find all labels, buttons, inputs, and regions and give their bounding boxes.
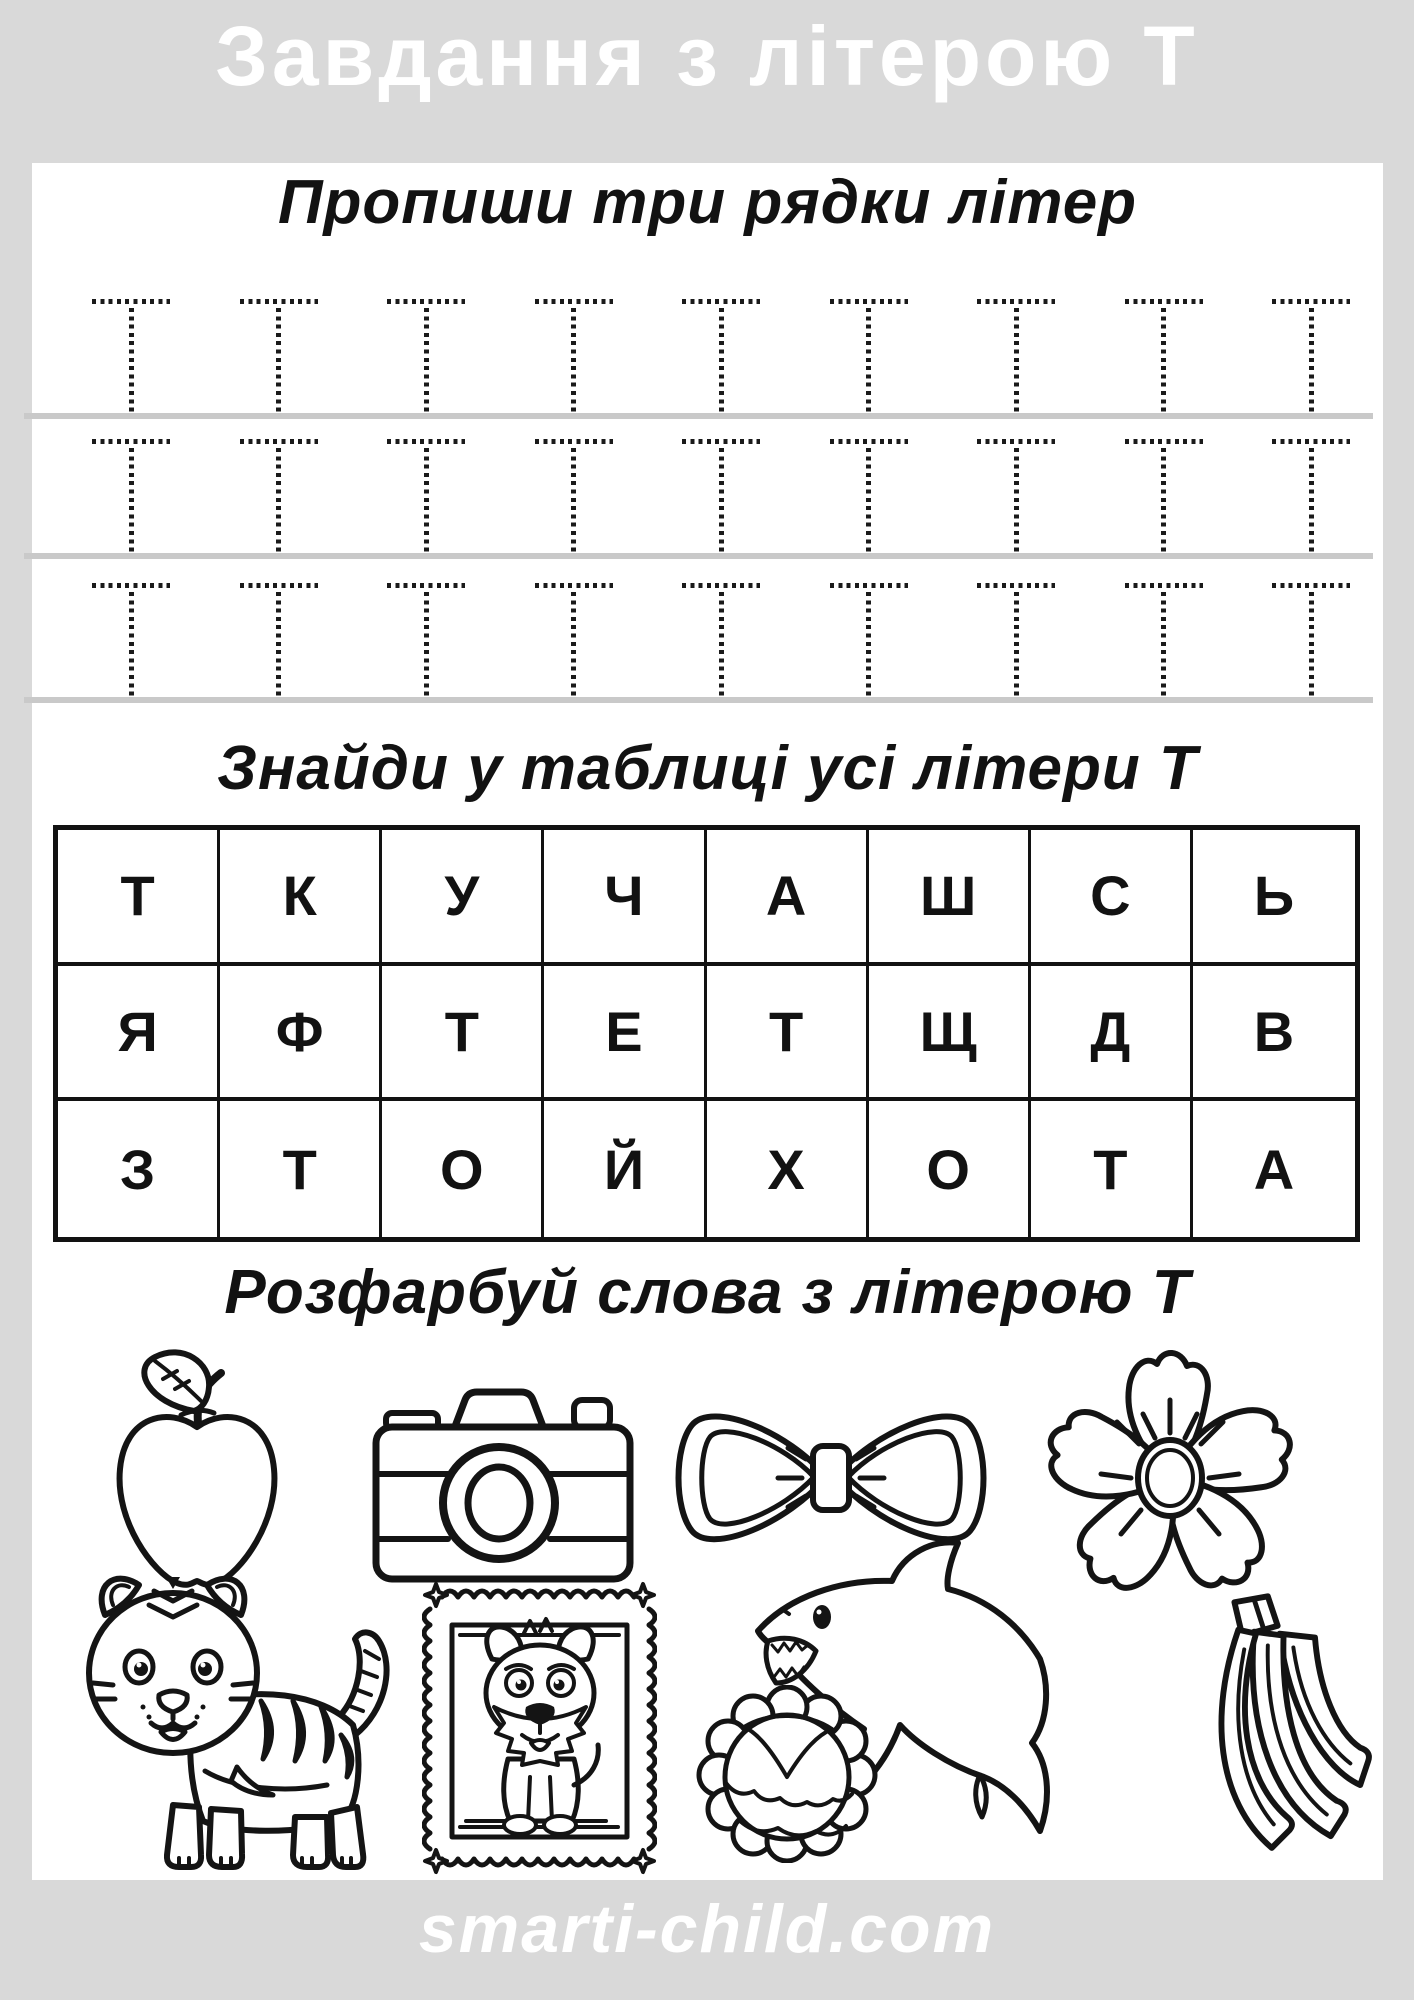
trace-letter-stem bbox=[571, 592, 576, 697]
trace-letter-bar bbox=[92, 583, 170, 588]
trace-letter-stem bbox=[1014, 592, 1019, 697]
trace-letter-stem bbox=[719, 592, 724, 697]
trace-letter-Т bbox=[1272, 583, 1350, 697]
trace-letter-Т bbox=[1272, 439, 1350, 553]
trace-letter-bar bbox=[535, 583, 613, 588]
trace-letter-bar bbox=[387, 439, 465, 444]
trace-section-title: Пропиши три рядки літер bbox=[277, 168, 1138, 237]
grid-section-title: Знайди у таблиці усі літери Т bbox=[217, 734, 1198, 803]
cabbage-image bbox=[692, 1685, 882, 1863]
grid-cell: А bbox=[1253, 1137, 1295, 1201]
worksheet-card bbox=[32, 163, 1383, 1880]
grid-cell: Д bbox=[1031, 966, 1193, 1102]
grid-cell: О bbox=[382, 1101, 544, 1237]
grid-cell: Ф bbox=[220, 966, 382, 1102]
trace-letter-stem bbox=[129, 592, 134, 697]
trace-letter-Т bbox=[1125, 583, 1203, 697]
trace-letter-bar bbox=[1125, 439, 1203, 444]
trace-letter-stem bbox=[276, 448, 281, 553]
grid-cell: В bbox=[1193, 966, 1355, 1102]
trace-letter-stem bbox=[571, 448, 576, 553]
trace-letter-bar bbox=[830, 299, 908, 304]
trace-letter-stem bbox=[719, 448, 724, 553]
trace-letter-Т bbox=[240, 299, 318, 413]
dog-stamp-image bbox=[422, 1581, 657, 1875]
trace-letter-bar bbox=[387, 299, 465, 304]
tiger-image bbox=[55, 1555, 405, 1877]
grid-cell: Ч bbox=[544, 830, 706, 966]
trace-letter-bar bbox=[1272, 299, 1350, 304]
trace-letter-Т bbox=[977, 583, 1055, 697]
grid-cell: С bbox=[1031, 830, 1193, 966]
trace-letter-bar bbox=[92, 439, 170, 444]
trace-letter-stem bbox=[424, 308, 429, 413]
trace-letter-Т bbox=[92, 439, 170, 553]
trace-letter-stem bbox=[424, 448, 429, 553]
trace-letter-Т bbox=[682, 583, 760, 697]
trace-letter-Т bbox=[387, 583, 465, 697]
grid-cell: Я bbox=[58, 966, 220, 1102]
grid-cell: Т bbox=[1031, 1101, 1193, 1237]
trace-row bbox=[92, 439, 1350, 553]
trace-letter-bar bbox=[1272, 439, 1350, 444]
trace-letter-stem bbox=[276, 592, 281, 697]
trace-letter-bar bbox=[240, 299, 318, 304]
trace-letter-stem bbox=[866, 308, 871, 413]
trace-letter-Т bbox=[977, 439, 1055, 553]
trace-letter-Т bbox=[387, 299, 465, 413]
trace-letter-stem bbox=[571, 308, 576, 413]
trace-baseline bbox=[24, 413, 1373, 419]
trace-letter-Т bbox=[92, 299, 170, 413]
trace-letter-bar bbox=[240, 439, 318, 444]
trace-letter-Т bbox=[535, 299, 613, 413]
page-title: Завдання з літерою Т bbox=[215, 9, 1199, 103]
trace-letter-Т bbox=[240, 583, 318, 697]
grid-cell: Е bbox=[544, 966, 706, 1102]
trace-letter-bar bbox=[1125, 583, 1203, 588]
trace-letter-Т bbox=[830, 299, 908, 413]
trace-letter-bar bbox=[92, 299, 170, 304]
trace-letter-Т bbox=[92, 583, 170, 697]
trace-letter-Т bbox=[977, 299, 1055, 413]
grid-cell: Т bbox=[707, 966, 869, 1102]
trace-letter-stem bbox=[276, 308, 281, 413]
trace-letter-Т bbox=[240, 439, 318, 553]
grid-cell: Щ bbox=[869, 966, 1031, 1102]
trace-letter-stem bbox=[1014, 308, 1019, 413]
letter-grid bbox=[53, 825, 1360, 1242]
footer-site: smarti-child.com bbox=[418, 1891, 996, 1967]
bananas-image bbox=[1144, 1585, 1372, 1873]
trace-letter-stem bbox=[1161, 592, 1166, 697]
trace-letter-Т bbox=[682, 439, 760, 553]
trace-letter-stem bbox=[1309, 448, 1314, 553]
trace-letter-stem bbox=[129, 308, 134, 413]
trace-letter-stem bbox=[129, 448, 134, 553]
trace-letter-stem bbox=[1309, 308, 1314, 413]
trace-letter-bar bbox=[1125, 299, 1203, 304]
trace-letter-stem bbox=[1161, 308, 1166, 413]
grid-cell: Т bbox=[382, 966, 544, 1102]
trace-letter-bar bbox=[977, 299, 1055, 304]
trace-letter-Т bbox=[1125, 299, 1203, 413]
trace-baseline bbox=[24, 553, 1373, 559]
grid-cell: У bbox=[382, 830, 544, 966]
trace-letter-bar bbox=[1272, 583, 1350, 588]
trace-letter-Т bbox=[830, 439, 908, 553]
trace-letter-Т bbox=[830, 583, 908, 697]
trace-letter-Т bbox=[1125, 439, 1203, 553]
trace-letter-bar bbox=[682, 439, 760, 444]
trace-letter-stem bbox=[1161, 448, 1166, 553]
grid-cell: О bbox=[869, 1101, 1031, 1237]
grid-cell: Т bbox=[58, 830, 220, 966]
grid-cell: Й bbox=[544, 1101, 706, 1237]
grid-cell: Х bbox=[707, 1101, 869, 1237]
trace-letter-Т bbox=[387, 439, 465, 553]
trace-letter-bar bbox=[240, 583, 318, 588]
trace-row bbox=[92, 583, 1350, 697]
trace-letter-bar bbox=[682, 299, 760, 304]
trace-letter-bar bbox=[977, 583, 1055, 588]
trace-letter-stem bbox=[866, 592, 871, 697]
grid-cell: Т bbox=[220, 1101, 382, 1237]
trace-letter-bar bbox=[977, 439, 1055, 444]
camera-image bbox=[368, 1375, 638, 1590]
grid-cell: Ш bbox=[869, 830, 1031, 966]
trace-letter-Т bbox=[535, 583, 613, 697]
grid-cell: З bbox=[58, 1101, 220, 1237]
trace-row bbox=[92, 299, 1350, 413]
trace-letter-stem bbox=[719, 308, 724, 413]
color-section-title: Розфарбуй слова з літерою Т bbox=[224, 1258, 1191, 1327]
trace-letter-stem bbox=[866, 448, 871, 553]
trace-letter-bar bbox=[682, 583, 760, 588]
trace-letter-Т bbox=[1272, 299, 1350, 413]
trace-letter-Т bbox=[535, 439, 613, 553]
trace-letter-Т bbox=[682, 299, 760, 413]
grid-cell: К bbox=[220, 830, 382, 966]
trace-letter-bar bbox=[830, 439, 908, 444]
grid-cell: Ь bbox=[1193, 830, 1355, 966]
trace-letter-bar bbox=[387, 583, 465, 588]
trace-letter-bar bbox=[535, 439, 613, 444]
grid-cell: А bbox=[707, 830, 869, 966]
trace-letter-bar bbox=[830, 583, 908, 588]
trace-letter-stem bbox=[1014, 448, 1019, 553]
trace-letter-bar bbox=[535, 299, 613, 304]
trace-baseline bbox=[24, 697, 1373, 703]
trace-letter-stem bbox=[424, 592, 429, 697]
trace-letter-stem bbox=[1309, 592, 1314, 697]
